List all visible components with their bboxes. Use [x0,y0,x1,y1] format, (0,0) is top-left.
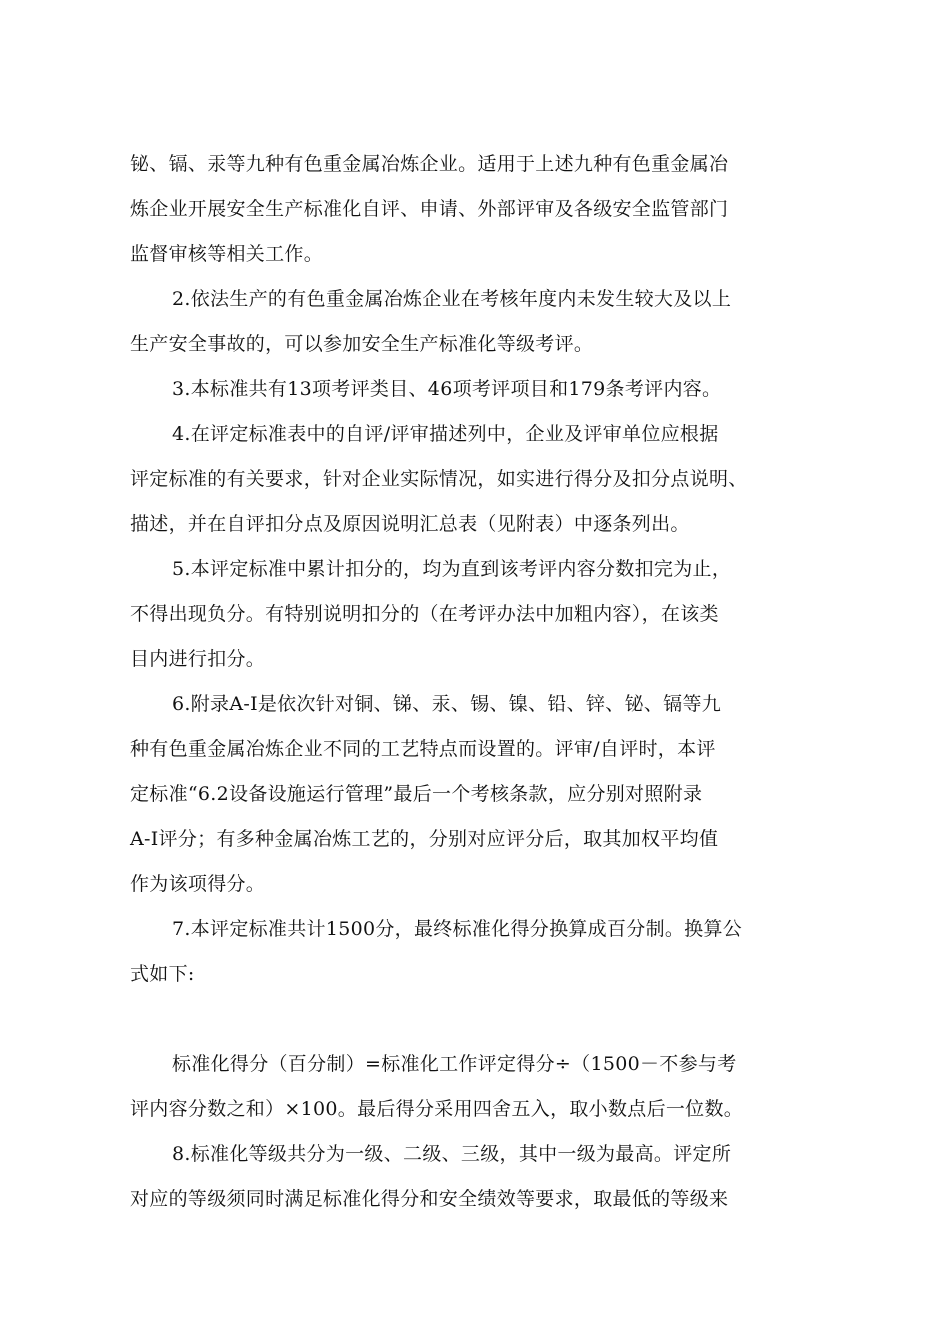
text-line: 对应的等级须同时满足标准化得分和安全绩效等要求，取最低的等级来 [130,1188,729,1210]
text-line: 作为该项得分。 [130,873,266,895]
paragraph-item-8 [130,1132,830,1222]
text-line: 2.依法生产的有色重金属冶炼企业在考核年度内未发生较大及以上 [172,288,732,310]
formula-line: 标准化得分（百分制）=标准化工作评定得分÷（1500－不参与考 [172,1053,737,1075]
text-line: 定标准“6.2设备设施运行管理”最后一个考核条款，应分别对照附录 [130,783,703,805]
text-line: 6.附录A-I是依次针对铜、锑、汞、锡、镍、铅、锌、铋、镉等九 [172,693,722,715]
formula-paragraph [130,1042,830,1132]
text-line: 3.本标准共有13项考评类目、46项考评项目和179条考评内容。 [172,378,722,400]
paragraph-item-4 [130,412,830,547]
formula-line: 评内容分数之和）×100。最后得分采用四舍五入，取小数点后一位数。 [130,1098,744,1120]
paragraph-item-6 [130,682,830,907]
text-line: 5.本评定标准中累计扣分的，均为直到该考评内容分数扣完为止， [172,558,732,580]
paragraph-item-2 [130,277,830,367]
paragraph-item-3 [130,367,830,412]
text-line: 8.标准化等级共分为一级、二级、三级，其中一级为最高。评定所 [172,1143,732,1165]
text-line: 7.本评定标准共计1500分，最终标准化得分换算成百分制。换算公 [172,918,743,940]
text-line: 4.在评定标准表中的自评/评审描述列中，企业及评审单位应根据 [172,423,719,445]
paragraph-continuation [130,142,830,277]
text-line: 不得出现负分。有特别说明扣分的（在考评办法中加粗内容），在该类 [130,603,719,625]
text-line: 目内进行扣分。 [130,648,266,670]
text-line: 监督审核等相关工作。 [130,243,324,265]
text-line: 生产安全事故的，可以参加安全生产标准化等级考评。 [130,333,594,355]
text-line: 种有色重金属冶炼企业不同的工艺特点而设置的。评审/自评时，本评 [130,738,716,760]
paragraph-item-5 [130,547,830,682]
text-line: 描述，并在自评扣分点及原因说明汇总表（见附表）中逐条列出。 [130,513,690,535]
blank-line [130,997,830,1042]
document-body [130,142,830,1222]
text-line: 炼企业开展安全生产标准化自评、申请、外部评审及各级安全监管部门 [130,198,729,220]
text-line: A-I评分；有多种金属冶炼工艺的，分别对应评分后，取其加权平均值 [130,828,719,850]
paragraph-item-7 [130,907,830,997]
text-line: 评定标准的有关要求，针对企业实际情况，如实进行得分及扣分点说明、 [130,468,748,490]
text-line: 式如下: [130,963,195,985]
text-line: 铋、镉、汞等九种有色重金属冶炼企业。适用于上述九种有色重金属冶 [130,153,729,175]
